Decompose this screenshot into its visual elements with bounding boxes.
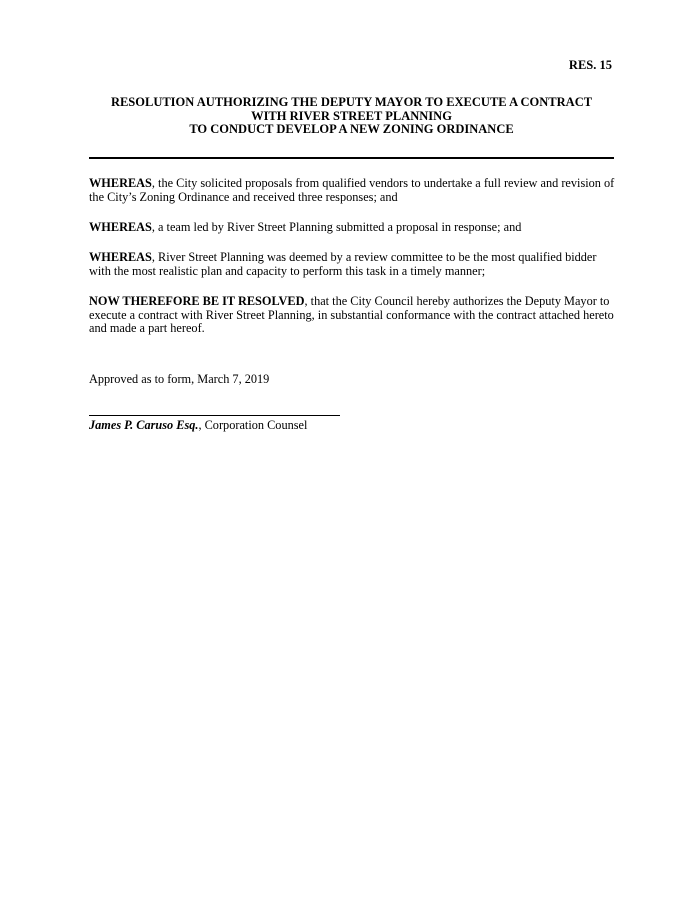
- whereas-paragraph-1: [89, 177, 619, 204]
- paragraph-lead: NOW THEREFORE BE IT RESOLVED: [89, 294, 305, 308]
- title-line-2: WITH RIVER STREET PLANNING: [251, 108, 452, 123]
- paragraph-lead: WHEREAS: [89, 220, 152, 234]
- signatory-name: James P. Caruso Esq.: [89, 418, 199, 432]
- title-divider: [89, 157, 614, 159]
- paragraph-text: , that the City Council hereby authorizes the Deputy Mayor to execute a contract with River Street Planning, in substantial conformance with the contract attached hereto and made a part hereof.: [89, 294, 614, 336]
- paragraph-lead: WHEREAS: [89, 176, 152, 190]
- whereas-paragraph-2: [89, 221, 619, 235]
- paragraph-lead: WHEREAS: [89, 250, 152, 264]
- resolution-title: [89, 96, 614, 137]
- approved-as-to-form: Approved as to form, March 7, 2019: [89, 372, 270, 386]
- paragraph-text: , the City solicited proposals from qualified vendors to undertake a full review and revision of the City’s Zoning Ordinance and received three responses; and: [89, 176, 615, 204]
- signatory-title: , Corporation Counsel: [198, 418, 308, 432]
- title-line-3: TO CONDUCT DEVELOP A NEW ZONING ORDINANCE: [189, 122, 514, 136]
- title-line-1: RESOLUTION AUTHORIZING THE DEPUTY MAYOR TO EXECUTE A CONTRACT: [110, 95, 593, 109]
- whereas-paragraph-3: [89, 251, 619, 278]
- resolution-number: RES. 15: [568, 58, 612, 72]
- paragraph-text: , River Street Planning was deemed by a review committee to be the most qualified bidder with the most realistic plan and capacity to perform this task in a timely manner;: [89, 250, 597, 278]
- resolved-paragraph: [89, 295, 619, 336]
- signature-block: [89, 418, 307, 432]
- signature-line: [89, 415, 340, 416]
- paragraph-text: , a team led by River Street Planning submitted a proposal in response; and: [151, 220, 522, 234]
